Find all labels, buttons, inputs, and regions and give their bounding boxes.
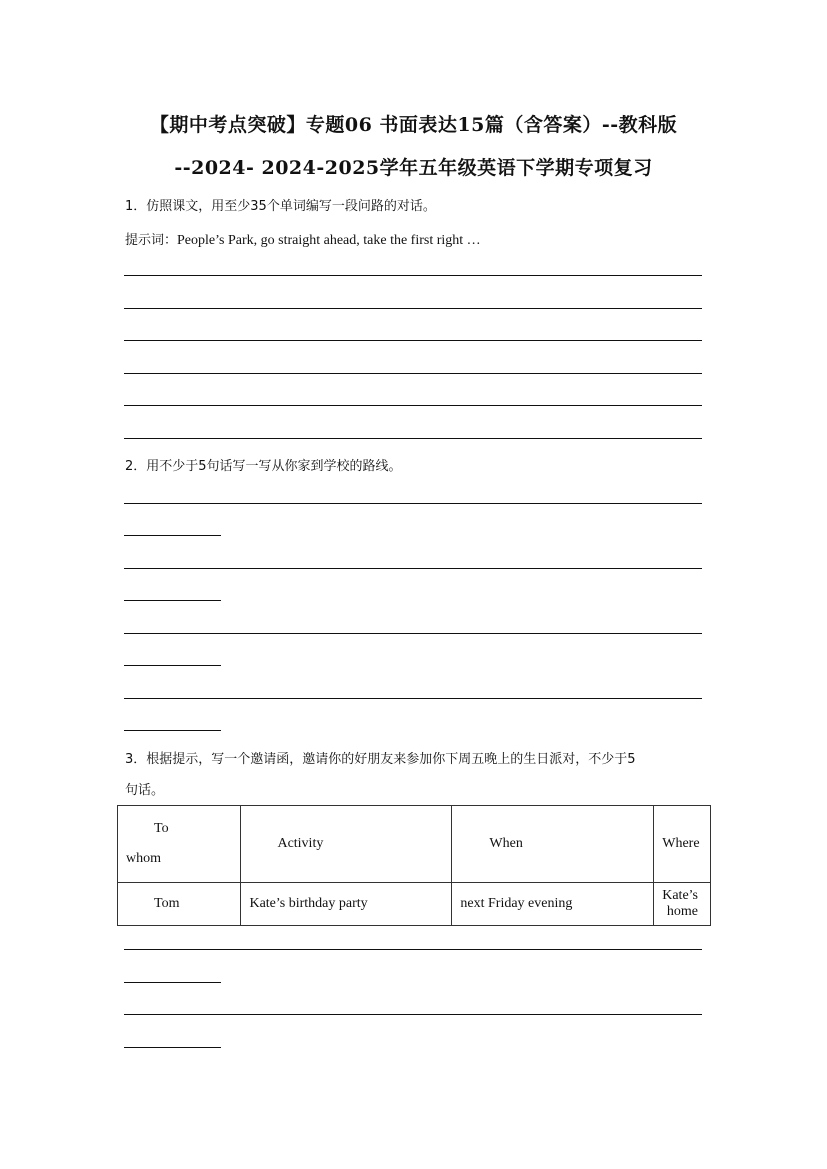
answer-line[interactable] xyxy=(124,568,702,569)
question-3-prompt-line-1: 3．根据提示，写一个邀请函，邀请你的好朋友来参加你下周五晚上的生日派对，不少于5 xyxy=(125,752,636,767)
header-to-whom-line-1: To xyxy=(154,821,169,836)
cell-when: next Friday evening xyxy=(452,883,654,926)
answer-line[interactable] xyxy=(124,308,702,309)
answer-line[interactable] xyxy=(124,503,702,504)
answer-line[interactable] xyxy=(124,438,702,439)
page-title-line-1: 【期中考点突破】专题06 书面表达15篇（含答案）--教科版 xyxy=(149,114,678,136)
answer-line-short[interactable] xyxy=(124,600,221,601)
header-to-whom-line-2: whom xyxy=(126,851,161,866)
answer-line-short[interactable] xyxy=(124,1047,221,1048)
hint-words: People’s Park, go straight ahead, take the first right … xyxy=(177,233,481,248)
answer-line-short[interactable] xyxy=(124,535,221,536)
question-2-prompt: 2．用不少于5句话写一写从你家到学校的路线。 xyxy=(125,459,402,474)
table-row xyxy=(118,883,711,926)
page-title-line-2: --2024- 2024-2025学年五年级英语下学期专项复习 xyxy=(174,157,653,179)
header-when: When xyxy=(452,806,654,883)
question-1-prompt: 1．仿照课文，用至少35个单词编写一段问路的对话。 xyxy=(125,199,436,214)
answer-line-short[interactable] xyxy=(124,665,221,666)
answer-line[interactable] xyxy=(124,275,702,276)
table-header-row xyxy=(118,806,711,883)
answer-line[interactable] xyxy=(124,1014,702,1015)
answer-line[interactable] xyxy=(124,405,702,406)
answer-line-short[interactable] xyxy=(124,730,221,731)
header-activity: Activity xyxy=(241,806,452,883)
answer-line[interactable] xyxy=(124,949,702,950)
header-where: Where xyxy=(654,806,711,883)
answer-line[interactable] xyxy=(124,373,702,374)
invitation-info-table xyxy=(117,805,711,926)
answer-line[interactable] xyxy=(124,340,702,341)
cell-activity: Kate’s birthday party xyxy=(241,883,452,926)
cell-to-whom: Tom xyxy=(118,883,241,926)
cell-where: Kate’s home xyxy=(654,883,711,926)
answer-line-short[interactable] xyxy=(124,982,221,983)
question-1-hint xyxy=(125,229,481,249)
hint-label: 提示词： xyxy=(125,233,178,248)
header-to-whom xyxy=(118,806,241,883)
question-3-prompt-line-2: 句话。 xyxy=(125,783,165,798)
answer-line[interactable] xyxy=(124,633,702,634)
answer-line[interactable] xyxy=(124,698,702,699)
